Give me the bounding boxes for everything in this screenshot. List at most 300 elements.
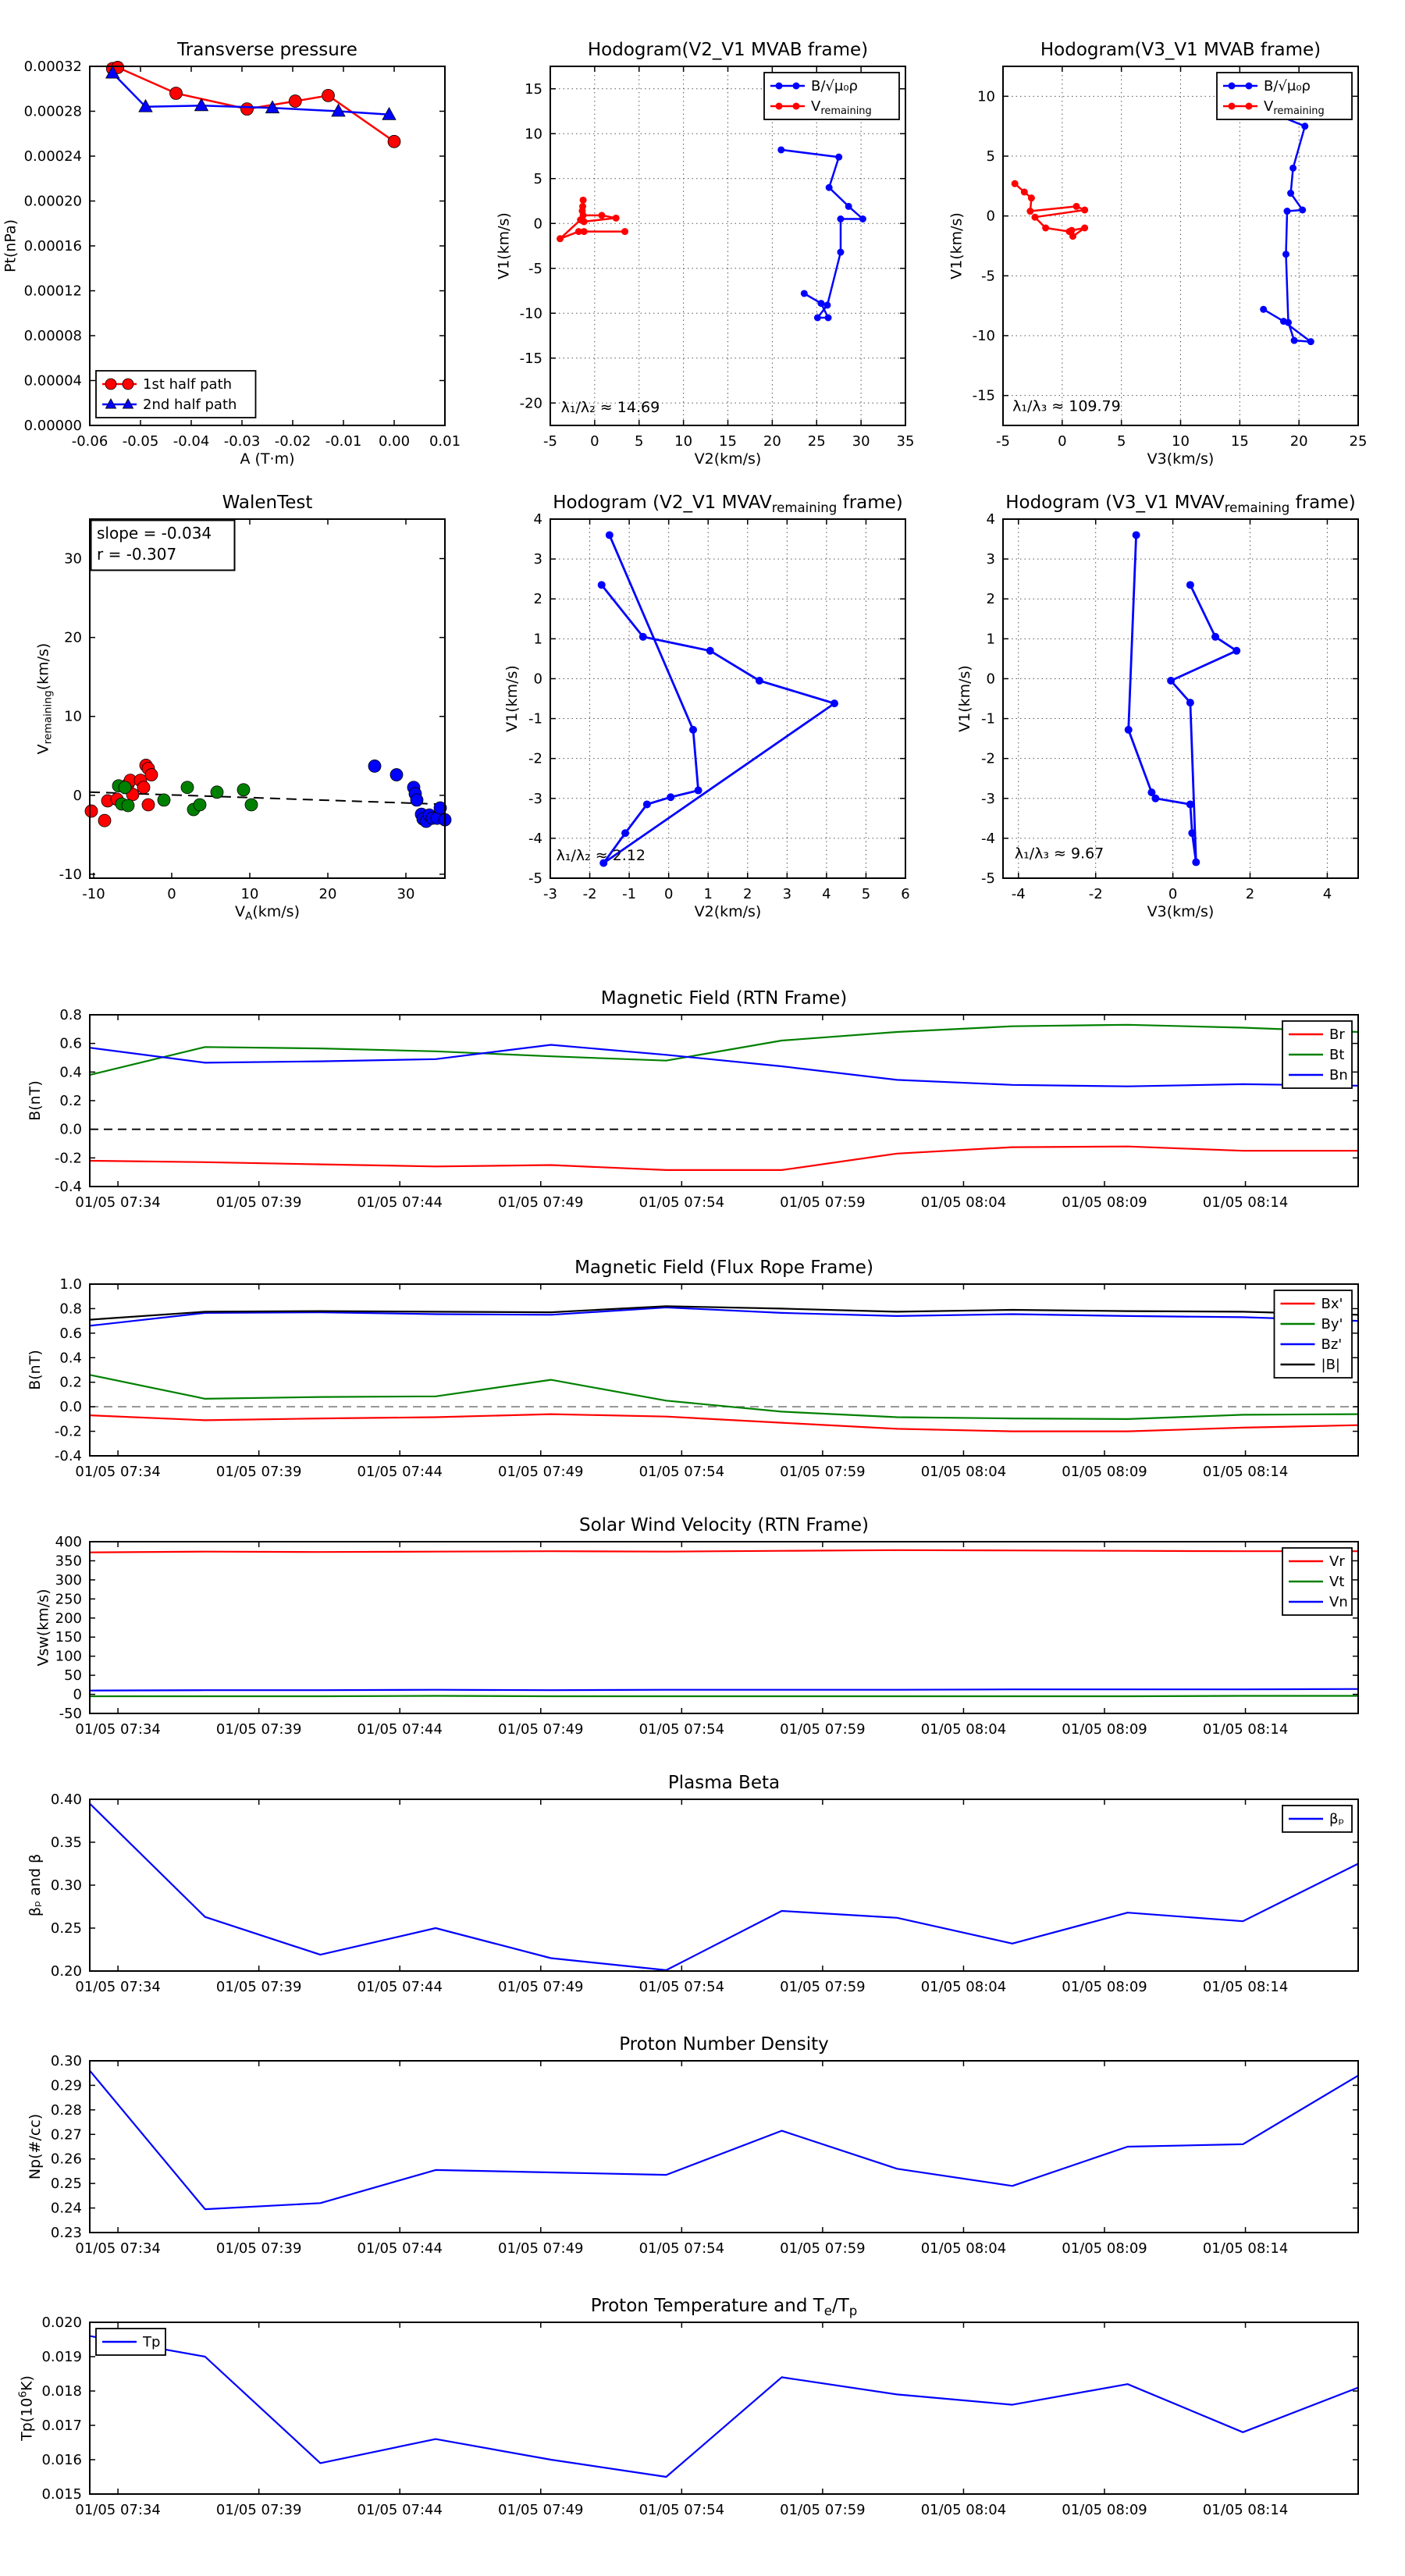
svg-text:01/05 08:14: 01/05 08:14 bbox=[1202, 2240, 1289, 2257]
hodogram-v2v1-mvav-ticks bbox=[528, 511, 910, 902]
svg-text:0: 0 bbox=[986, 208, 995, 225]
chart-solar-wind-velocity bbox=[0, 1507, 1405, 1756]
svg-text:0: 0 bbox=[663, 886, 674, 902]
svg-text:3: 3 bbox=[533, 551, 542, 568]
svg-text:-4: -4 bbox=[528, 830, 542, 847]
svg-text:30: 30 bbox=[852, 433, 870, 450]
svg-text:0: 0 bbox=[533, 671, 542, 688]
svg-text:0.8: 0.8 bbox=[59, 1007, 82, 1023]
svg-text:01/05 08:04: 01/05 08:04 bbox=[920, 1721, 1007, 1738]
svg-text:-5: -5 bbox=[981, 268, 995, 285]
svg-text:5: 5 bbox=[635, 433, 644, 450]
hodogram-v3v1-mvav-annotation: λ₁/λ₃ ≈ 9.67 bbox=[1014, 845, 1104, 863]
svg-text:0.00020: 0.00020 bbox=[23, 193, 82, 210]
svg-text:01/05 07:59: 01/05 07:59 bbox=[780, 1979, 866, 1995]
svg-text:-0.2: -0.2 bbox=[54, 1150, 82, 1167]
proton-number-density-ticks bbox=[51, 2053, 1358, 2257]
walen-test-ylabel: $V_{remaining}(km/s)$ bbox=[34, 642, 55, 755]
svg-text:01/05 08:04: 01/05 08:04 bbox=[920, 2240, 1007, 2257]
solar-wind-velocity-title: Solar Wind Velocity (RTN Frame) bbox=[578, 1515, 870, 1535]
svg-text:01/05 07:34: 01/05 07:34 bbox=[75, 2502, 161, 2518]
svg-text:0: 0 bbox=[167, 886, 176, 902]
svg-text:-5: -5 bbox=[528, 870, 542, 887]
svg-text:01/05 07:54: 01/05 07:54 bbox=[638, 1194, 725, 1211]
svg-text:0.2: 0.2 bbox=[59, 1374, 82, 1391]
magnetic-field-flux-rope-legend bbox=[1275, 1290, 1353, 1378]
svg-text:01/05 07:44: 01/05 07:44 bbox=[357, 1721, 443, 1738]
magnetic-field-rtn-title: Magnetic Field (RTN Frame) bbox=[600, 988, 848, 1009]
proton-temperature-series-Tp bbox=[90, 2336, 1358, 2477]
hodogram-v2v1-mvab-annotation: λ₁/λ₂ ≈ 14.69 bbox=[560, 398, 660, 416]
svg-text:01/05 08:04: 01/05 08:04 bbox=[920, 1979, 1007, 1995]
svg-text:-0.03: -0.03 bbox=[223, 433, 261, 450]
svg-text:0: 0 bbox=[590, 433, 599, 450]
svg-text:01/05 07:54: 01/05 07:54 bbox=[638, 1464, 725, 1480]
svg-text:01/05 07:39: 01/05 07:39 bbox=[215, 2240, 302, 2257]
walen-test-series-blue bbox=[368, 760, 451, 827]
svg-text:0.30: 0.30 bbox=[50, 2053, 82, 2069]
svg-text:01/05 07:49: 01/05 07:49 bbox=[498, 1721, 584, 1738]
svg-text:01/05 07:39: 01/05 07:39 bbox=[215, 1721, 302, 1738]
svg-text:10: 10 bbox=[525, 126, 542, 143]
svg-text:-50: -50 bbox=[59, 1706, 82, 1722]
svg-text:30: 30 bbox=[397, 886, 415, 902]
plasma-beta-legend bbox=[1282, 1806, 1352, 1832]
svg-text:15: 15 bbox=[525, 80, 542, 98]
svg-text:-1: -1 bbox=[981, 710, 995, 728]
hodogram-v3v1-mvab-annotation: λ₁/λ₃ ≈ 109.79 bbox=[1012, 397, 1121, 415]
svg-text:0: 0 bbox=[1058, 433, 1067, 450]
hodogram-v3v1-mvab-legend bbox=[1217, 73, 1352, 119]
svg-text:-15: -15 bbox=[972, 387, 995, 404]
svg-text:01/05 08:04: 01/05 08:04 bbox=[920, 1194, 1007, 1211]
svg-text:01/05 07:39: 01/05 07:39 bbox=[215, 1979, 302, 1995]
magnetic-field-rtn-ticks bbox=[55, 1007, 1358, 1211]
svg-text:|B|: |B| bbox=[1321, 1357, 1340, 1373]
svg-text:01/05 07:44: 01/05 07:44 bbox=[357, 1464, 443, 1480]
hodogram-v3v1-mvav-title: Hodogram (V3_V1 $MVAV_{remaining}$ frame) bbox=[1005, 493, 1356, 516]
svg-text:0.28: 0.28 bbox=[50, 2101, 82, 2119]
svg-text:2: 2 bbox=[986, 591, 995, 608]
svg-text:01/05 08:14: 01/05 08:14 bbox=[1202, 2502, 1289, 2518]
hodogram-v3v1-mvav-grid bbox=[1003, 519, 1358, 878]
proton-number-density-title: Proton Number Density bbox=[619, 2034, 829, 2055]
svg-text:1st half path: 1st half path bbox=[143, 376, 233, 393]
svg-text:01/05 07:34: 01/05 07:34 bbox=[75, 1194, 161, 1211]
svg-text:Bz': Bz' bbox=[1321, 1336, 1343, 1353]
plasma-beta-axes-box bbox=[90, 1799, 1358, 1971]
svg-text:01/05 07:39: 01/05 07:39 bbox=[215, 2502, 302, 2518]
chart-proton-number-density bbox=[0, 2026, 1405, 2275]
hodogram-v3v1-mvab-series-Vremaining bbox=[1012, 180, 1088, 240]
svg-text:-10: -10 bbox=[59, 866, 82, 883]
plasma-beta-ticks bbox=[51, 1791, 1358, 1995]
svg-text:-3: -3 bbox=[543, 886, 557, 902]
svg-text:2nd half path: 2nd half path bbox=[143, 397, 237, 413]
transverse-pressure-series-1sthalfpath bbox=[106, 61, 400, 148]
svg-text:Bx': Bx' bbox=[1321, 1296, 1343, 1312]
svg-text:-0.04: -0.04 bbox=[173, 433, 210, 450]
svg-text:Vr: Vr bbox=[1329, 1553, 1345, 1570]
svg-text:01/05 07:34: 01/05 07:34 bbox=[75, 2240, 161, 2257]
hodogram-v2v1-mvav-xlabel: V2(km/s) bbox=[694, 903, 762, 920]
svg-text:01/05 08:09: 01/05 08:09 bbox=[1062, 1464, 1147, 1480]
hodogram-v3v1-mvab-series-B bbox=[1260, 111, 1314, 345]
svg-text:150: 150 bbox=[55, 1629, 82, 1646]
transverse-pressure-xlabel: A (T·m) bbox=[240, 450, 295, 468]
hodogram-v2v1-mvab-grid bbox=[550, 66, 905, 425]
svg-text:-5: -5 bbox=[543, 433, 557, 450]
svg-text:1: 1 bbox=[533, 631, 542, 648]
svg-text:20: 20 bbox=[1289, 433, 1308, 450]
chart-proton-temperature bbox=[0, 2287, 1405, 2537]
hodogram-v3v1-mvab-ticks bbox=[973, 66, 1368, 450]
hodogram-v2v1-mvab-ticks bbox=[520, 66, 915, 450]
svg-text:25: 25 bbox=[1349, 433, 1368, 450]
svg-text:01/05 07:49: 01/05 07:49 bbox=[498, 1979, 584, 1995]
svg-text:4: 4 bbox=[822, 886, 831, 902]
svg-text:-15: -15 bbox=[519, 350, 542, 367]
svg-text:0: 0 bbox=[533, 215, 542, 233]
svg-text:2: 2 bbox=[1245, 886, 1255, 902]
svg-text:-20: -20 bbox=[519, 395, 542, 412]
hodogram-v3v1-mvav-ylabel: V1(km/s) bbox=[956, 665, 973, 732]
svg-text:01/05 07:49: 01/05 07:49 bbox=[498, 1464, 584, 1480]
svg-text:20: 20 bbox=[763, 433, 781, 450]
svg-text:B/√μ₀ρ: B/√μ₀ρ bbox=[1264, 78, 1311, 94]
hodogram-v2v1-mvav-axes-box bbox=[550, 519, 905, 878]
svg-text:0.018: 0.018 bbox=[41, 2383, 82, 2400]
svg-text:10: 10 bbox=[240, 886, 259, 902]
svg-text:50: 50 bbox=[64, 1667, 82, 1685]
svg-text:01/05 07:34: 01/05 07:34 bbox=[75, 1464, 161, 1480]
svg-text:30: 30 bbox=[64, 550, 82, 568]
chart-transverse-pressure bbox=[0, 31, 492, 468]
svg-text:-3: -3 bbox=[981, 790, 995, 807]
svg-text:-10: -10 bbox=[519, 305, 542, 322]
hodogram-v2v1-mvav-annotation: λ₁/λ₂ ≈ 2.12 bbox=[556, 847, 646, 864]
svg-text:Vremaining: $V_{remaining}$ bbox=[811, 98, 872, 117]
svg-text:0: 0 bbox=[73, 1686, 82, 1703]
hodogram-v2v1-mvav-grid bbox=[550, 519, 905, 878]
svg-text:5: 5 bbox=[533, 170, 542, 187]
solar-wind-velocity-ylabel: Vsw(km/s) bbox=[34, 1589, 52, 1667]
svg-text:-2: -2 bbox=[582, 886, 597, 902]
walen-test-xlabel: $V_A(km/s)$ bbox=[235, 903, 300, 921]
svg-text:300: 300 bbox=[55, 1571, 82, 1589]
svg-text:0.30: 0.30 bbox=[50, 1877, 82, 1894]
hodogram-v3v1-mvav-ticks bbox=[981, 511, 1358, 902]
hodogram-v3v1-mvab-title: Hodogram(V3_V1 MVAB frame) bbox=[1040, 40, 1321, 60]
svg-text:01/05 07:34: 01/05 07:34 bbox=[75, 1979, 161, 1995]
hodogram-v2v1-mvab-ylabel: V1(km/s) bbox=[495, 212, 513, 279]
svg-text:0.015: 0.015 bbox=[41, 2486, 82, 2503]
svg-text:0.00028: 0.00028 bbox=[23, 103, 82, 120]
svg-text:01/05 08:14: 01/05 08:14 bbox=[1202, 1979, 1289, 1995]
chart-magnetic-field-flux-rope bbox=[0, 1249, 1405, 1499]
svg-text:Br: Br bbox=[1329, 1026, 1345, 1043]
svg-text:0.020: 0.020 bbox=[41, 2314, 82, 2331]
svg-text:0.4: 0.4 bbox=[59, 1350, 82, 1367]
proton-number-density-series-Np bbox=[90, 2071, 1358, 2210]
svg-text:2: 2 bbox=[743, 886, 752, 902]
magnetic-field-rtn-axes-box bbox=[90, 1015, 1358, 1187]
svg-text:6: 6 bbox=[901, 886, 910, 902]
svg-text:01/05 08:04: 01/05 08:04 bbox=[920, 2502, 1007, 2518]
svg-text:Bt: Bt bbox=[1329, 1047, 1345, 1063]
svg-text:-0.4: -0.4 bbox=[54, 1448, 82, 1464]
svg-text:Vremaining: $V_{remaining}$ bbox=[1264, 98, 1325, 117]
svg-text:0.6: 0.6 bbox=[59, 1325, 82, 1342]
svg-text:0: 0 bbox=[986, 671, 995, 688]
hodogram-v2v1-mvab-series-Vremaining bbox=[557, 197, 628, 242]
magnetic-field-flux-rope-series-By' bbox=[90, 1375, 1358, 1419]
svg-text:By': By' bbox=[1321, 1316, 1343, 1332]
svg-text:0.016: 0.016 bbox=[41, 2452, 82, 2468]
svg-text:0.00032: 0.00032 bbox=[23, 59, 82, 75]
svg-text:01/05 07:39: 01/05 07:39 bbox=[215, 1464, 302, 1480]
svg-text:0.25: 0.25 bbox=[50, 2176, 82, 2193]
svg-text:20: 20 bbox=[318, 886, 337, 902]
chart-hodogram-v3v1-mvab bbox=[913, 31, 1405, 468]
svg-text:-0.01: -0.01 bbox=[325, 433, 362, 450]
hodogram-v3v1-mvav-series-V bbox=[1125, 531, 1240, 866]
proton-temperature-title: Proton Temperature and $T_e/T_p$ bbox=[590, 2296, 858, 2319]
hodogram-v2v1-mvav-ylabel: V1(km/s) bbox=[503, 665, 521, 732]
proton-number-density-ylabel: Np(#/cc) bbox=[27, 2113, 44, 2180]
svg-text:0.8: 0.8 bbox=[59, 1300, 82, 1318]
svg-text:350: 350 bbox=[55, 1553, 82, 1570]
svg-text:400: 400 bbox=[55, 1534, 82, 1550]
svg-text:1: 1 bbox=[986, 631, 995, 648]
svg-text:0.00000: 0.00000 bbox=[23, 418, 82, 434]
svg-text:0.00008: 0.00008 bbox=[23, 328, 82, 344]
chart-plasma-beta bbox=[0, 1764, 1405, 2014]
svg-text:2: 2 bbox=[533, 591, 542, 608]
svg-text:100: 100 bbox=[55, 1648, 82, 1665]
svg-text:01/05 07:34: 01/05 07:34 bbox=[75, 1721, 161, 1738]
svg-text:4: 4 bbox=[1322, 886, 1332, 902]
hodogram-v3v1-mvab-ylabel: V1(km/s) bbox=[948, 212, 966, 279]
svg-text:0.40: 0.40 bbox=[50, 1791, 82, 1808]
svg-text:0.26: 0.26 bbox=[50, 2151, 82, 2168]
proton-temperature-legend bbox=[96, 2329, 165, 2355]
magnetic-field-rtn-series-Br bbox=[90, 1147, 1358, 1170]
svg-text:-4: -4 bbox=[1011, 886, 1026, 902]
proton-temperature-axes-box bbox=[90, 2322, 1358, 2494]
svg-text:Tp: Tp bbox=[143, 2334, 161, 2350]
hodogram-v3v1-mvav-xlabel: V3(km/s) bbox=[1147, 903, 1215, 920]
svg-text:01/05 07:49: 01/05 07:49 bbox=[498, 2502, 584, 2518]
svg-text:0.00: 0.00 bbox=[378, 433, 411, 450]
svg-text:10: 10 bbox=[1172, 433, 1190, 450]
svg-text:-1: -1 bbox=[528, 710, 542, 728]
svg-text:0.35: 0.35 bbox=[50, 1834, 82, 1851]
solar-wind-velocity-axes-box bbox=[90, 1542, 1358, 1713]
svg-text:slope = -0.034: slope = -0.034 bbox=[97, 524, 212, 543]
svg-text:25: 25 bbox=[807, 433, 826, 450]
hodogram-v2v1-mvab-legend bbox=[764, 73, 899, 119]
hodogram-v3v1-mvab-grid bbox=[1003, 66, 1358, 425]
svg-text:0.017: 0.017 bbox=[41, 2418, 82, 2434]
svg-text:35: 35 bbox=[896, 433, 915, 450]
solar-wind-velocity-series-Vn bbox=[90, 1689, 1358, 1691]
proton-temperature-ticks bbox=[41, 2314, 1358, 2518]
svg-text:-5: -5 bbox=[528, 260, 542, 277]
chart-walen-test bbox=[0, 484, 492, 921]
svg-text:01/05 07:54: 01/05 07:54 bbox=[638, 1979, 725, 1995]
svg-text:-10: -10 bbox=[972, 328, 995, 344]
walen-test-title: WalenTest bbox=[222, 493, 313, 513]
svg-text:0.25: 0.25 bbox=[50, 1920, 82, 1937]
svg-text:0.20: 0.20 bbox=[50, 1963, 82, 1980]
svg-text:01/05 08:09: 01/05 08:09 bbox=[1062, 1194, 1147, 1211]
chart-hodogram-v2v1-mvab bbox=[461, 31, 952, 468]
svg-text:01/05 07:59: 01/05 07:59 bbox=[780, 1464, 866, 1480]
hodogram-v2v1-mvab-xlabel: V2(km/s) bbox=[694, 450, 762, 468]
plasma-beta-ylabel: βₚ and β bbox=[27, 1853, 44, 1917]
svg-text:-10: -10 bbox=[82, 886, 105, 902]
magnetic-field-rtn-ylabel: B(nT) bbox=[27, 1080, 44, 1121]
svg-text:4: 4 bbox=[533, 511, 542, 528]
svg-text:3: 3 bbox=[986, 551, 995, 568]
transverse-pressure-legend bbox=[96, 371, 256, 418]
svg-text:01/05 07:59: 01/05 07:59 bbox=[780, 2240, 866, 2257]
proton-temperature-ylabel: $Tp(10^6K)$ bbox=[16, 2375, 36, 2441]
svg-text:01/05 07:49: 01/05 07:49 bbox=[498, 2240, 584, 2257]
svg-text:0.6: 0.6 bbox=[59, 1035, 82, 1052]
svg-text:0.27: 0.27 bbox=[50, 2126, 82, 2144]
svg-text:-2: -2 bbox=[1088, 886, 1103, 902]
hodogram-v3v1-mvav-axes-box bbox=[1003, 519, 1358, 878]
svg-text:5: 5 bbox=[1116, 433, 1126, 450]
svg-text:Vn: Vn bbox=[1329, 1594, 1348, 1610]
svg-text:01/05 08:09: 01/05 08:09 bbox=[1062, 1721, 1147, 1738]
hodogram-v3v1-mvab-xlabel: V3(km/s) bbox=[1147, 450, 1215, 468]
svg-text:01/05 08:09: 01/05 08:09 bbox=[1062, 1979, 1147, 1995]
svg-text:200: 200 bbox=[55, 1610, 82, 1627]
svg-text:01/05 07:59: 01/05 07:59 bbox=[780, 1194, 866, 1211]
svg-text:10: 10 bbox=[674, 433, 693, 450]
svg-text:-0.2: -0.2 bbox=[54, 1423, 82, 1440]
svg-text:1.0: 1.0 bbox=[59, 1276, 82, 1293]
svg-text:01/05 08:14: 01/05 08:14 bbox=[1202, 1464, 1289, 1480]
svg-text:0.23: 0.23 bbox=[50, 2225, 82, 2241]
hodogram-v2v1-mvav-title: Hodogram (V2_V1 $MVAV_{remaining}$ frame) bbox=[553, 493, 903, 516]
svg-text:01/05 07:44: 01/05 07:44 bbox=[357, 1979, 443, 1995]
svg-text:-1: -1 bbox=[622, 886, 637, 902]
svg-text:4: 4 bbox=[986, 511, 995, 528]
plasma-beta-title: Plasma Beta bbox=[667, 1773, 781, 1793]
svg-text:3: 3 bbox=[782, 886, 792, 902]
svg-text:Bn: Bn bbox=[1329, 1067, 1348, 1083]
solar-wind-velocity-series-Vt bbox=[90, 1696, 1358, 1697]
svg-text:01/05 07:54: 01/05 07:54 bbox=[638, 1721, 725, 1738]
svg-text:-4: -4 bbox=[981, 830, 995, 847]
svg-text:-5: -5 bbox=[981, 870, 995, 887]
svg-text:01/05 07:44: 01/05 07:44 bbox=[357, 2240, 443, 2257]
chart-hodogram-v2v1-mvav bbox=[461, 484, 952, 921]
svg-text:01/05 08:14: 01/05 08:14 bbox=[1202, 1721, 1289, 1738]
svg-text:r = -0.307: r = -0.307 bbox=[97, 545, 177, 564]
hodogram-v2v1-mvav-series-V bbox=[598, 531, 838, 866]
svg-text:20: 20 bbox=[64, 629, 82, 646]
plasma-beta-series- bbox=[90, 1804, 1358, 1970]
svg-text:0: 0 bbox=[73, 787, 82, 804]
hodogram-v2v1-mvab-title: Hodogram(V2_V1 MVAB frame) bbox=[587, 40, 869, 60]
svg-text:0.2: 0.2 bbox=[59, 1093, 82, 1109]
svg-text:-0.02: -0.02 bbox=[274, 433, 311, 450]
svg-text:01/05 07:54: 01/05 07:54 bbox=[638, 2502, 725, 2518]
svg-text:0.00012: 0.00012 bbox=[23, 283, 82, 300]
svg-text:0.00024: 0.00024 bbox=[23, 148, 82, 165]
svg-text:-2: -2 bbox=[981, 750, 995, 767]
svg-text:0.019: 0.019 bbox=[41, 2349, 82, 2365]
chart-magnetic-field-rtn bbox=[0, 980, 1405, 1229]
magnetic-field-rtn-legend bbox=[1282, 1021, 1352, 1088]
svg-text:-0.06: -0.06 bbox=[71, 433, 108, 450]
svg-text:01/05 07:44: 01/05 07:44 bbox=[357, 1194, 443, 1211]
magnetic-field-flux-rope-title: Magnetic Field (Flux Rope Frame) bbox=[574, 1258, 873, 1278]
svg-text:0.00016: 0.00016 bbox=[23, 238, 82, 254]
solar-wind-velocity-ticks bbox=[55, 1534, 1358, 1738]
svg-text:15: 15 bbox=[1230, 433, 1249, 450]
svg-text:-3: -3 bbox=[528, 790, 542, 807]
svg-text:01/05 07:59: 01/05 07:59 bbox=[780, 1721, 866, 1738]
svg-text:-0.4: -0.4 bbox=[54, 1179, 82, 1195]
svg-text:0.0: 0.0 bbox=[59, 1399, 82, 1416]
svg-text:01/05 08:04: 01/05 08:04 bbox=[920, 1464, 1007, 1480]
svg-text:1: 1 bbox=[703, 886, 713, 902]
svg-text:βₚ: βₚ bbox=[1329, 1811, 1345, 1827]
svg-text:-5: -5 bbox=[996, 433, 1010, 450]
svg-text:B/√μ₀ρ: B/√μ₀ρ bbox=[811, 78, 858, 94]
svg-text:0.24: 0.24 bbox=[50, 2200, 82, 2217]
hodogram-v2v1-mvab-series-B bbox=[777, 146, 866, 321]
svg-text:-0.05: -0.05 bbox=[122, 433, 159, 450]
transverse-pressure-title: Transverse pressure bbox=[177, 40, 357, 60]
transverse-pressure-ylabel: Pt(nPa) bbox=[2, 219, 20, 273]
svg-text:10: 10 bbox=[64, 708, 82, 725]
svg-text:10: 10 bbox=[977, 88, 995, 105]
svg-text:01/05 07:44: 01/05 07:44 bbox=[357, 2502, 443, 2518]
walen-test-ticks bbox=[59, 519, 445, 902]
magnetic-field-rtn-series-Bt bbox=[90, 1025, 1358, 1075]
magnetic-field-flux-rope-series-Bz' bbox=[90, 1308, 1358, 1326]
svg-text:0: 0 bbox=[1168, 886, 1178, 902]
svg-text:01/05 07:49: 01/05 07:49 bbox=[498, 1194, 584, 1211]
solar-wind-velocity-series-Vr bbox=[90, 1550, 1358, 1553]
svg-text:01/05 08:09: 01/05 08:09 bbox=[1062, 2240, 1147, 2257]
svg-text:-2: -2 bbox=[528, 750, 542, 767]
walen-test-axes-box bbox=[90, 519, 445, 878]
svg-text:250: 250 bbox=[55, 1591, 82, 1608]
svg-text:01/05 07:39: 01/05 07:39 bbox=[215, 1194, 302, 1211]
svg-text:01/05 07:54: 01/05 07:54 bbox=[638, 2240, 725, 2257]
svg-text:0.0: 0.0 bbox=[59, 1121, 82, 1138]
svg-text:5: 5 bbox=[986, 148, 995, 165]
svg-text:01/05 08:14: 01/05 08:14 bbox=[1202, 1194, 1289, 1211]
svg-text:01/05 08:09: 01/05 08:09 bbox=[1062, 2502, 1147, 2518]
chart-hodogram-v3v1-mvav bbox=[913, 484, 1405, 921]
magnetic-field-flux-rope-ylabel: B(nT) bbox=[27, 1350, 44, 1390]
svg-text:15: 15 bbox=[719, 433, 737, 450]
svg-text:Vt: Vt bbox=[1329, 1574, 1345, 1590]
svg-text:0.01: 0.01 bbox=[429, 433, 461, 450]
svg-text:0.4: 0.4 bbox=[59, 1064, 82, 1081]
walen-test-stats-box bbox=[91, 521, 235, 571]
svg-text:0.00004: 0.00004 bbox=[23, 372, 82, 390]
